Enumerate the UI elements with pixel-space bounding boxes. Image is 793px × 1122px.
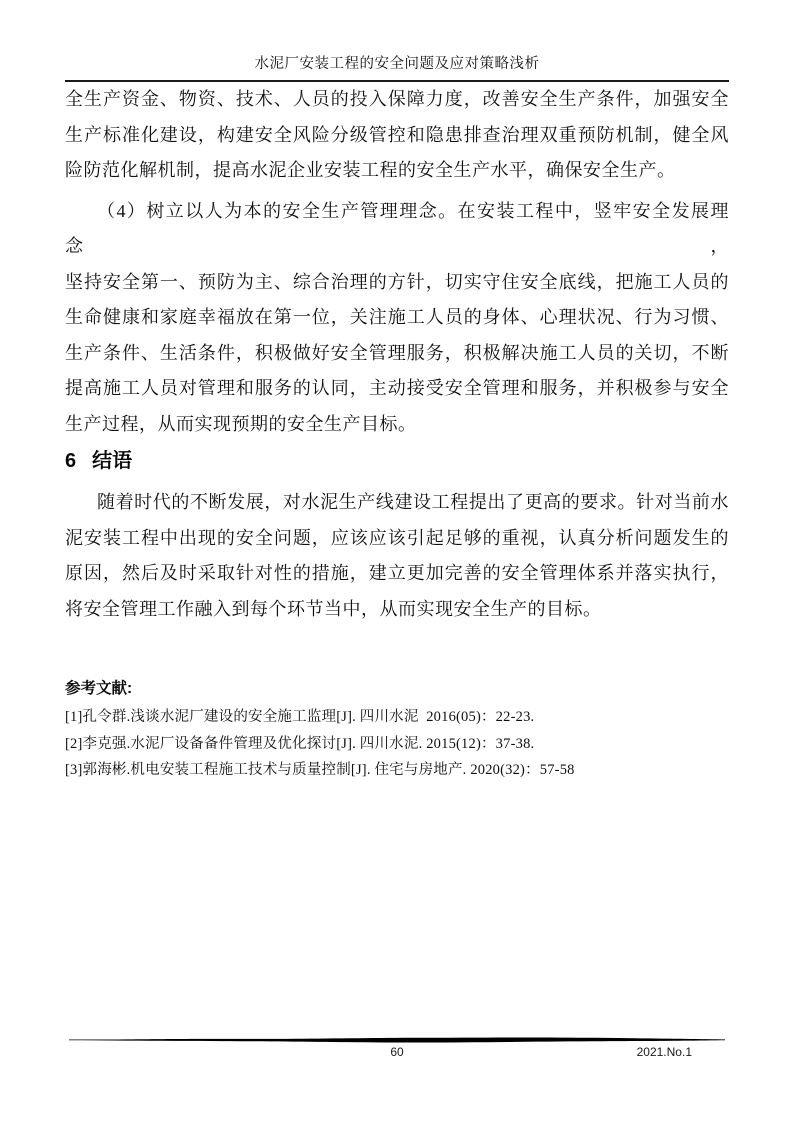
text-line: 随着时代的不断发展，对水泥生产线建设工程提出了更高的要求。针对当前水 bbox=[97, 492, 729, 512]
footer-decorative-line bbox=[69, 1036, 725, 1044]
section-number: 6 bbox=[65, 450, 77, 472]
section-heading-conclusion bbox=[65, 447, 729, 475]
references-section bbox=[65, 677, 729, 784]
text-line: 生产条件、生活条件，积极做好安全管理服务，积极解决施工人员的关切，不断 bbox=[65, 342, 729, 363]
text-line: 生命健康和家庭幸福放在第一位，关注施工人员的身体、心理状况、行为习惯、 bbox=[65, 307, 729, 327]
text-line: （4）树立以人为本的安全生产管理理念。在安装工程中，竖牢安全发展理念， bbox=[65, 200, 729, 256]
paragraph-conclusion bbox=[65, 485, 729, 627]
text-line: 全生产资金、物资、技术、人员的投入保障力度，改善安全生产条件，加强安全 bbox=[65, 89, 729, 109]
reference-item: [3]郭海彬.机电安装工程施工技术与质量控制[J]. 住宅与房地产. 2020(32)：57-58 bbox=[65, 762, 575, 778]
page-header bbox=[65, 0, 729, 82]
reference-item: [1]孔令群.浅谈水泥厂建设的安全施工监理[J]. 四川水泥 2016(05)：22-23. bbox=[65, 709, 535, 725]
text-line: 原因，然后及时采取针对性的措施，建立更加完善的安全管理体系并落实执行， bbox=[65, 563, 729, 583]
references-heading: 参考文献: bbox=[65, 680, 133, 697]
paragraph-point-4 bbox=[65, 194, 729, 443]
section-title: 结语 bbox=[92, 450, 133, 472]
text-line: 生产标准化建设，构建安全风险分级管控和隐患排查治理双重预防机制，健全风 bbox=[65, 124, 729, 145]
text-line: 提高施工人员对管理和服务的认同，主动接受安全管理和服务，并积极参与安全 bbox=[65, 378, 729, 398]
references-list bbox=[65, 704, 729, 784]
footer-text-row bbox=[65, 1044, 729, 1060]
content-column bbox=[65, 0, 729, 784]
running-title: 水泥厂安装工程的安全问题及应对策略浅析 bbox=[254, 56, 540, 72]
text-line: 险防范化解机制，提高水泥企业安装工程的安全生产水平，确保安全生产。 bbox=[65, 160, 676, 180]
reference-item: [2]李克强.水泥厂设备备件管理及优化探讨[J]. 四川水泥. 2015(12)：37-38. bbox=[65, 735, 535, 752]
text-line: 泥安装工程中出现的安全问题，应该应该引起足够的重视，认真分析问题发生的 bbox=[65, 527, 729, 548]
page-number: 60 bbox=[390, 1045, 404, 1059]
text-line: 生产过程，从而实现预期的安全生产目标。 bbox=[65, 413, 417, 434]
paragraph-continuation bbox=[65, 82, 729, 189]
issue-number: 2021.No.1 bbox=[636, 1045, 692, 1059]
text-line: 将安全管理工作融入到每个环节当中，从而实现安全生产的目标。 bbox=[65, 598, 602, 619]
page-footer bbox=[65, 1036, 729, 1060]
text-line: 坚持安全第一、预防为主、综合治理的方针，切实守住安全底线，把施工人员的 bbox=[65, 271, 729, 292]
